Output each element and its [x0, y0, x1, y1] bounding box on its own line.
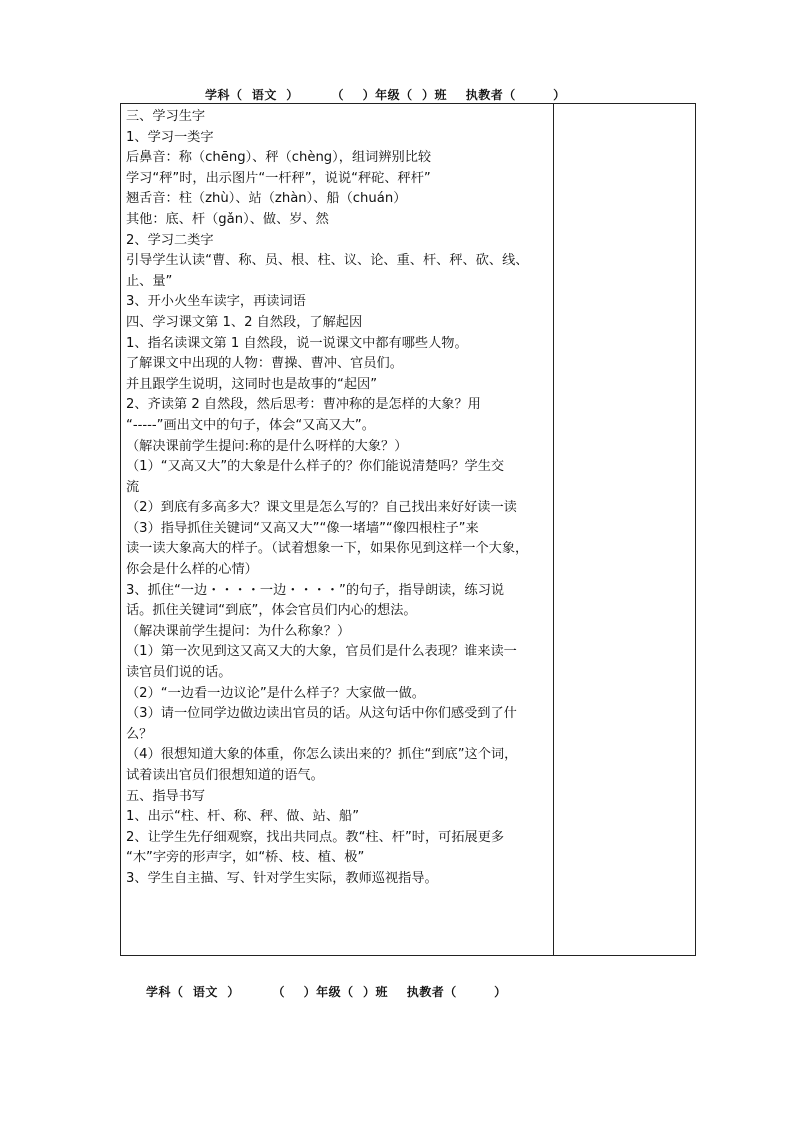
content-line: 读官员们说的话。 — [126, 665, 232, 681]
content-line: 你会是什么样的心情） — [126, 562, 258, 578]
content-line: 流 — [126, 479, 140, 495]
content-line: 2、让学生先仔细观察，找出共同点。教“柱、杆”时，可拓展更多 — [126, 829, 505, 845]
content-line: 2、齐读第 2 自然段，然后思考：曹冲称的是怎样的大象？用 — [126, 397, 481, 413]
content-line: 引导学生认读“曹、称、员、根、柱、议、论、重、杆、秤、砍、线、 — [126, 253, 529, 269]
top-header: 学科（ 语文 ） （ ）年级（ ）班 执教者（ ） — [205, 88, 566, 102]
content-line: 1、出示“柱、杆、称、秤、做、站、船” — [126, 809, 360, 825]
content-line: 1、指名读课文第 1 自然段，说一说课文中都有哪些人物。 — [126, 335, 468, 351]
content-line: 学习“秤”时，出示图片“一杆秤”，说说“秤砣、秤杆” — [126, 170, 431, 186]
content-line: 话。抓住关键词“到底”，体会官员们内心的想法。 — [126, 603, 417, 619]
content-line: 翘舌音：柱（zhù）、站（zhàn）、船（chuán） — [126, 191, 407, 207]
content-line: 3、开小火坐车读字，再读词语 — [126, 294, 306, 310]
content-line: 三、学习生字 — [126, 109, 206, 124]
column-divider — [553, 104, 554, 955]
content-line: 后鼻音：称（chēng）、秤（chèng），组词辨别比较 — [126, 150, 432, 166]
content-line: 五、指导书写 — [126, 788, 206, 804]
content-line: （3）请一位同学边做边读出官员的话。从这句话中你们感受到了什 — [126, 706, 517, 722]
content-line: （4）很想知道大象的体重，你怎么读出来的？抓住“到底”这个词， — [126, 747, 518, 763]
content-line: 1、学习一类字 — [126, 129, 214, 145]
content-line: 读一读大象高大的样子。（试着想象一下，如果你见到这样一个大象， — [126, 541, 529, 557]
bottom-header: 学科（ 语文 ） （ ）年级（ ）班 执教者（ ） — [146, 985, 507, 999]
content-line: 3、抓住“一边・・・・一边・・・・”的句子，指导朗读，练习说 — [126, 582, 505, 598]
content-line: 并且跟学生说明，这同时也是故事的“起因” — [126, 376, 378, 392]
content-line: 2、学习二类字 — [126, 232, 214, 248]
content-line: （1）“又高又大”的大象是什么样子的？你们能说清楚吗？学生交 — [126, 459, 505, 475]
content-line: 试着读出官员们很想知道的语气。 — [126, 768, 324, 783]
content-line: “-----”画出文中的句子，体会“又高又大”。 — [126, 417, 375, 433]
content-line: 其他：底、杆（gǎn）、做、岁、然 — [126, 211, 329, 227]
content-line: （2）到底有多高多大？课文里是怎么写的？自己找出来好好读一读 — [126, 500, 517, 516]
content-line: 四、学习课文第 1、2 自然段，了解起因 — [126, 314, 363, 330]
lesson-table — [120, 103, 696, 956]
content-line: （3）指导抓住关键词“又高又大”“像一堵墙”“像四根柱子”来 — [126, 520, 479, 536]
content-line: 止、量” — [126, 273, 173, 289]
content-line: （解决课前学生提问：为什么称象？） — [126, 623, 351, 639]
content-line: 么？ — [126, 726, 153, 742]
content-line: 了解课文中出现的人物：曹操、曹冲、官员们。 — [126, 356, 403, 372]
content-line: “木”字旁的形声字，如“桥、枝、植、极” — [126, 850, 365, 866]
content-line: （2）“一边看一边议论”是什么样子？大家做一做。 — [126, 685, 425, 701]
content-line: （1）第一次见到这又高又大的大象，官员们是什么表现？谁来读一 — [126, 644, 517, 660]
content-line: （解决课前学生提问:称的是什么呀样的大象？） — [126, 438, 408, 454]
content-line: 3、学生自主描、写、针对学生实际，教师巡视指导。 — [126, 870, 438, 886]
lesson-content — [126, 107, 550, 890]
